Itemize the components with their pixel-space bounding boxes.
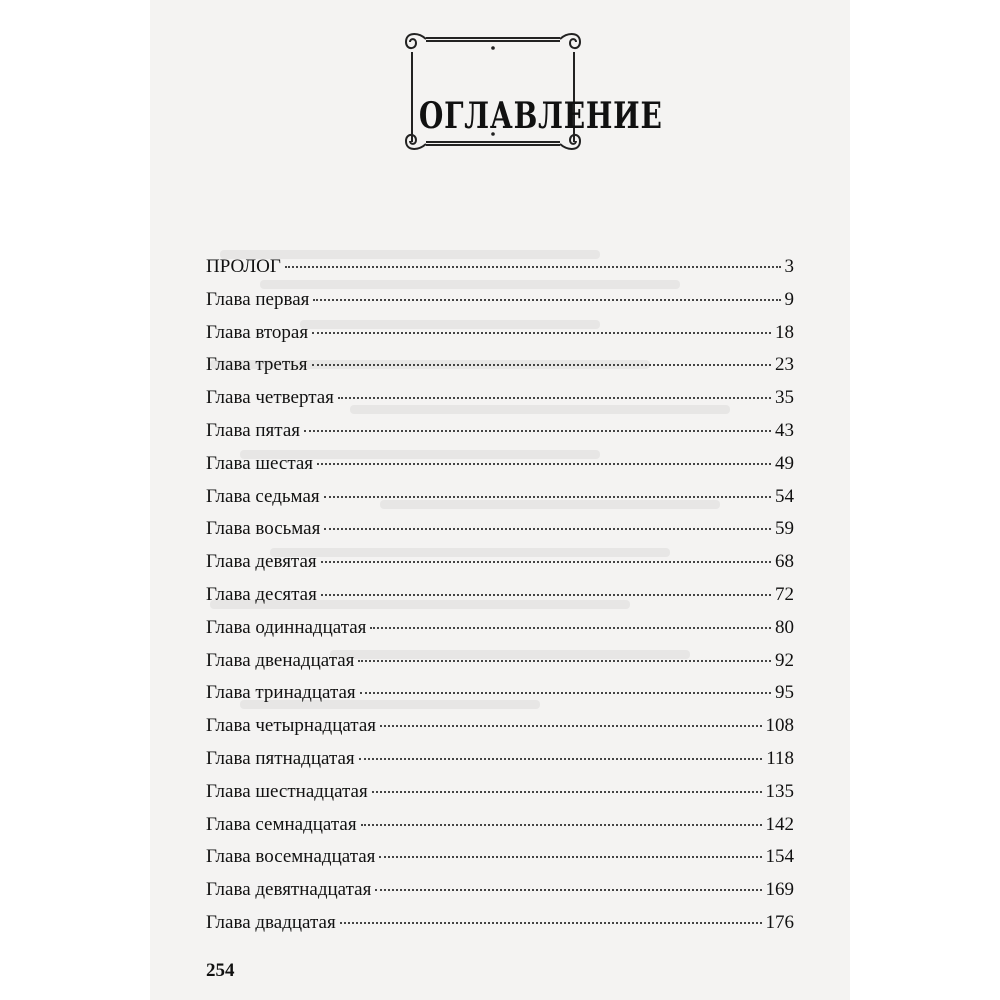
toc-entry-page: 118	[766, 747, 794, 769]
toc-entry	[206, 453, 794, 486]
toc-entry-label: Глава шестнадцатая	[206, 780, 368, 802]
toc-entry-page: 49	[775, 452, 794, 474]
dot-leader	[312, 364, 771, 366]
toc-entry	[206, 814, 794, 847]
dot-leader	[313, 299, 780, 301]
toc-entry-label: Глава пятнадцатая	[206, 747, 355, 769]
dot-leader	[380, 725, 761, 727]
table-of-contents	[206, 256, 794, 945]
dot-leader	[358, 660, 771, 662]
dot-leader	[324, 496, 771, 498]
dot-leader	[321, 561, 771, 563]
toc-entry	[206, 650, 794, 683]
toc-entry-label: Глава пятая	[206, 419, 300, 441]
toc-entry-label: Глава четвертая	[206, 387, 334, 409]
dot-leader	[372, 791, 762, 793]
dot-leader	[379, 856, 761, 858]
toc-entry-page: 108	[765, 715, 794, 737]
toc-entry-page: 135	[765, 780, 794, 802]
toc-entry-page: 54	[775, 485, 794, 507]
toc-entry-page: 9	[784, 288, 794, 310]
toc-entry-page: 59	[775, 518, 794, 540]
toc-entry	[206, 256, 794, 289]
toc-entry-label: ПРОЛОГ	[206, 256, 281, 277]
toc-entry-label: Глава четырнадцатая	[206, 715, 377, 737]
page-title: ОГЛАВЛЕНИЕ	[418, 95, 663, 137]
toc-entry	[206, 584, 794, 617]
dot-leader	[317, 463, 771, 465]
toc-entry-page: 169	[765, 879, 794, 901]
toc-entry	[206, 879, 794, 912]
title-block	[398, 24, 663, 156]
dot-leader	[285, 266, 781, 268]
toc-entry-page: 92	[775, 649, 794, 671]
toc-entry-page: 80	[775, 616, 794, 638]
dot-leader	[304, 430, 771, 432]
toc-entry-page: 176	[765, 911, 794, 933]
toc-entry-page: 18	[775, 321, 794, 343]
toc-entry-label: Глава тринадцатая	[206, 682, 356, 704]
toc-entry-label: Глава вторая	[206, 321, 309, 343]
toc-entry-page: 142	[765, 813, 794, 835]
toc-entry	[206, 387, 794, 420]
toc-entry-label: Глава семнадцатая	[206, 813, 357, 835]
toc-entry-label: Глава одиннадцатая	[206, 616, 367, 638]
toc-entry-page: 68	[775, 551, 794, 573]
toc-entry-label: Глава восьмая	[206, 518, 321, 540]
toc-entry	[206, 420, 794, 453]
page-number: 254	[206, 960, 235, 981]
toc-entry-label: Глава двадцатая	[206, 911, 336, 933]
toc-entry	[206, 912, 794, 945]
dot-leader	[375, 889, 761, 891]
toc-entry	[206, 715, 794, 748]
dot-leader	[370, 627, 771, 629]
toc-entry-page: 72	[775, 583, 794, 605]
toc-entry-page: 154	[765, 846, 794, 868]
toc-entry	[206, 781, 794, 814]
toc-entry	[206, 551, 794, 584]
toc-entry	[206, 617, 794, 650]
toc-entry-label: Глава двенадцатая	[206, 649, 355, 671]
toc-entry	[206, 846, 794, 879]
toc-entry-label: Глава седьмая	[206, 485, 320, 507]
dot-leader	[360, 692, 771, 694]
toc-entry	[206, 748, 794, 781]
book-page	[150, 0, 850, 1000]
toc-entry	[206, 354, 794, 387]
dot-leader	[338, 397, 771, 399]
toc-entry	[206, 682, 794, 715]
toc-entry-label: Глава восемнадцатая	[206, 846, 376, 868]
dot-leader	[321, 594, 771, 596]
dot-leader	[312, 332, 771, 334]
toc-entry-label: Глава первая	[206, 288, 310, 310]
toc-entry-page: 43	[775, 419, 794, 441]
toc-entry-page: 23	[775, 354, 794, 376]
toc-entry-label: Глава десятая	[206, 583, 317, 605]
toc-entry-label: Глава шестая	[206, 452, 314, 474]
toc-entry-page: 95	[775, 682, 794, 704]
toc-entry	[206, 322, 794, 355]
dot-leader	[324, 528, 771, 530]
toc-entry	[206, 486, 794, 519]
toc-entry-label: Глава девятнадцатая	[206, 879, 372, 901]
dot-leader	[361, 824, 762, 826]
dot-leader	[359, 758, 763, 760]
toc-entry	[206, 289, 794, 322]
toc-entry	[206, 518, 794, 551]
toc-entry-label: Глава девятая	[206, 551, 317, 573]
toc-entry-label: Глава третья	[206, 354, 308, 376]
toc-entry-page: 3	[784, 256, 794, 277]
toc-entry-page: 35	[775, 387, 794, 409]
dot-leader	[340, 922, 762, 924]
